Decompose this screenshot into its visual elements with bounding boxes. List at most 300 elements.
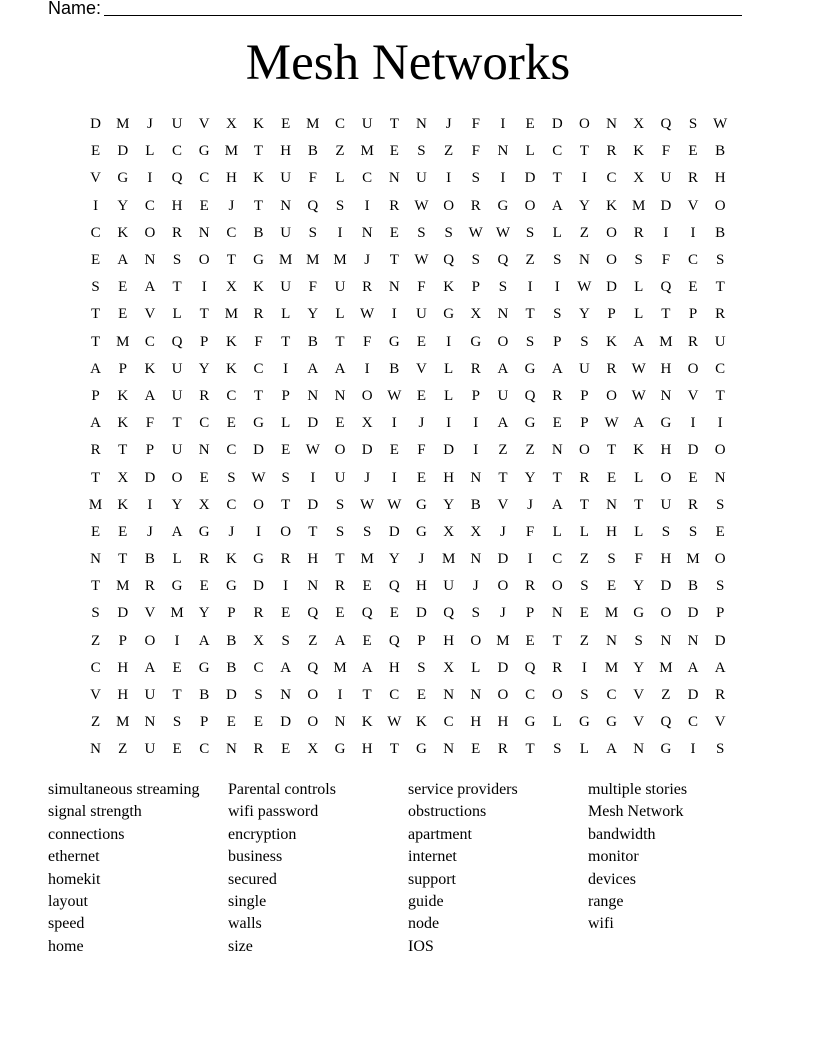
grid-letter: K: [253, 170, 264, 187]
grid-letter: B: [226, 632, 237, 649]
grid-letter: O: [171, 469, 183, 486]
word-bank-item: IOS: [408, 937, 434, 955]
grid-letter: D: [144, 469, 156, 486]
grid-letter: D: [416, 605, 427, 622]
grid-letter: G: [470, 333, 482, 350]
grid-letter: X: [117, 469, 129, 486]
grid-letter: T: [172, 279, 182, 296]
grid-letter: C: [552, 143, 563, 160]
grid-letter: N: [225, 741, 237, 758]
grid-letter: J: [500, 605, 506, 622]
grid-letter: Z: [90, 632, 101, 649]
grid-letter: C: [199, 415, 210, 432]
grid-letter: E: [118, 306, 128, 323]
grid-letter: B: [688, 578, 699, 595]
grid-letter: O: [578, 442, 590, 459]
grid-letter: D: [714, 632, 726, 649]
grid-letter: S: [525, 224, 535, 241]
grid-letter: G: [253, 252, 264, 269]
grid-letter: L: [281, 306, 291, 323]
grid-letter: L: [471, 659, 481, 676]
grid-letter: R: [253, 741, 264, 758]
grid-letter: X: [633, 170, 645, 187]
grid-letter: X: [443, 523, 455, 540]
grid-letter: S: [335, 523, 345, 540]
grid-letter: E: [172, 741, 182, 758]
grid-letter: A: [334, 360, 346, 377]
grid-letter: A: [144, 659, 156, 676]
grid-letter: E: [389, 224, 399, 241]
grid-letter: A: [198, 632, 210, 649]
grid-letter: A: [497, 360, 509, 377]
word-bank-item: signal strength: [48, 803, 142, 821]
grid-letter: I: [690, 415, 696, 432]
grid-letter: H: [388, 659, 400, 676]
grid-letter: E: [389, 605, 399, 622]
grid-letter: E: [335, 415, 345, 432]
grid-letter: M: [604, 605, 619, 622]
grid-letter: Z: [525, 442, 535, 459]
word-bank-item: secured: [228, 870, 277, 888]
grid-letter: R: [688, 170, 699, 187]
grid-letter: W: [468, 224, 483, 241]
grid-letter: T: [335, 551, 345, 568]
grid-letter: I: [473, 415, 479, 432]
grid-letter: M: [604, 659, 619, 676]
grid-letter: N: [90, 551, 101, 568]
grid-letter: Q: [660, 714, 672, 731]
grid-letter: T: [606, 442, 617, 459]
grid-letter: N: [578, 252, 590, 269]
grid-letter: K: [361, 714, 373, 731]
grid-letter: Y: [171, 496, 183, 513]
grid-letter: I: [147, 170, 153, 187]
grid-letter: C: [362, 170, 373, 187]
grid-letter: L: [634, 279, 644, 296]
grid-letter: I: [337, 687, 343, 704]
grid-letter: Q: [660, 116, 672, 133]
grid-letter: U: [361, 116, 373, 133]
grid-letter: T: [172, 687, 182, 704]
word-bank-item: devices: [588, 870, 636, 888]
grid-letter: D: [90, 116, 101, 133]
grid-letter: Z: [444, 143, 454, 160]
grid-letter: S: [498, 279, 508, 296]
grid-letter: R: [253, 605, 264, 622]
grid-letter: R: [470, 360, 481, 377]
grid-letter: O: [660, 605, 672, 622]
grid-letter: X: [470, 523, 482, 540]
grid-letter: V: [497, 496, 509, 513]
grid-letter: S: [444, 224, 453, 241]
grid-letter: L: [634, 469, 644, 486]
grid-letter: K: [117, 387, 129, 404]
grid-letter: D: [307, 415, 319, 432]
grid-letter: D: [361, 442, 373, 459]
grid-letter: E: [281, 741, 291, 758]
grid-letter: D: [497, 551, 509, 568]
grid-letter: S: [471, 170, 480, 187]
grid-letter: J: [228, 523, 235, 540]
grid-letter: S: [580, 687, 589, 704]
grid-letter: S: [634, 252, 643, 269]
grid-letter: H: [225, 170, 237, 187]
grid-letter: M: [496, 632, 510, 649]
grid-letter: O: [144, 224, 156, 241]
grid-letter: O: [714, 442, 726, 459]
grid-letter: E: [471, 741, 481, 758]
grid-letter: H: [117, 659, 129, 676]
grid-letter: O: [334, 442, 346, 459]
grid-letter: T: [226, 252, 236, 269]
grid-letter: T: [525, 741, 535, 758]
grid-letter: S: [634, 632, 643, 649]
grid-letter: S: [525, 333, 535, 350]
grid-letter: M: [441, 551, 456, 568]
grid-letter: R: [497, 741, 508, 758]
grid-letter: C: [199, 170, 210, 187]
grid-letter: Z: [118, 741, 128, 758]
grid-letter: V: [633, 687, 645, 704]
grid-row: [82, 573, 734, 600]
grid-row: [82, 546, 734, 573]
grid-letter: R: [715, 306, 726, 323]
grid-letter: I: [690, 224, 696, 241]
grid-letter: S: [362, 523, 372, 540]
grid-letter: G: [633, 605, 645, 622]
grid-letter: B: [715, 224, 726, 241]
grid-letter: P: [417, 632, 426, 649]
word-bank-item: node: [408, 915, 440, 933]
grid-letter: S: [580, 333, 589, 350]
grid-letter: U: [280, 170, 292, 187]
grid-letter: I: [147, 496, 153, 513]
word-bank-item: monitor: [588, 848, 639, 866]
grid-letter: B: [715, 143, 726, 160]
word-search-grid: [82, 111, 734, 764]
grid-letter: G: [334, 741, 346, 758]
grid-letter: X: [443, 659, 455, 676]
grid-letter: S: [553, 306, 562, 323]
grid-letter: V: [144, 306, 156, 323]
grid-letter: H: [443, 632, 455, 649]
grid-letter: P: [91, 387, 100, 404]
grid-letter: N: [198, 224, 210, 241]
grid-letter: A: [90, 360, 101, 377]
grid-letter: H: [606, 523, 617, 540]
grid-letter: D: [225, 687, 237, 704]
grid-letter: I: [554, 279, 560, 296]
grid-letter: H: [660, 551, 672, 568]
grid-letter: T: [253, 387, 264, 404]
word-bank-item: support: [408, 870, 456, 888]
grid-letter: N: [497, 306, 509, 323]
grid-letter: T: [90, 333, 101, 350]
grid-letter: C: [606, 170, 617, 187]
grid-letter: R: [253, 306, 264, 323]
grid-letter: R: [199, 387, 210, 404]
grid-row: [82, 628, 734, 655]
grid-letter: G: [198, 659, 210, 676]
grid-letter: A: [497, 415, 509, 432]
grid-letter: C: [199, 741, 210, 758]
grid-letter: N: [144, 714, 156, 731]
grid-letter: I: [446, 170, 452, 187]
grid-letter: W: [631, 387, 646, 404]
grid-letter: Q: [388, 632, 400, 649]
grid-letter: B: [307, 333, 318, 350]
grid-letter: E: [226, 415, 236, 432]
grid-letter: C: [525, 687, 536, 704]
grid-letter: N: [90, 741, 101, 758]
word-bank-item: internet: [408, 848, 457, 866]
grid-letter: I: [364, 360, 370, 377]
grid-letter: C: [90, 659, 101, 676]
grid-letter: K: [416, 714, 427, 731]
grid-letter: P: [118, 360, 127, 377]
grid-letter: Q: [497, 252, 509, 269]
grid-letter: T: [118, 442, 128, 459]
grid-letter: V: [687, 387, 699, 404]
grid-row: [82, 437, 734, 464]
word-bank-item: guide: [408, 892, 444, 910]
grid-letter: R: [552, 387, 563, 404]
grid-letter: J: [146, 523, 153, 540]
grid-letter: N: [307, 578, 319, 595]
grid-letter: B: [144, 551, 155, 568]
grid-row: [82, 736, 734, 763]
grid-letter: Q: [307, 659, 319, 676]
grid-letter: D: [388, 523, 400, 540]
grid-letter: Z: [498, 442, 508, 459]
grid-letter: V: [90, 170, 101, 187]
grid-letter: S: [91, 279, 100, 296]
grid-letter: M: [333, 659, 347, 676]
grid-letter: U: [171, 387, 183, 404]
grid-letter: U: [171, 116, 183, 133]
grid-letter: Q: [361, 605, 373, 622]
grid-letter: F: [308, 170, 317, 187]
grid-letter: D: [253, 578, 264, 595]
grid-letter: D: [307, 496, 319, 513]
grid-letter: K: [633, 143, 645, 160]
grid-letter: O: [307, 687, 319, 704]
grid-letter: K: [253, 279, 264, 296]
grid-row: [82, 600, 734, 627]
grid-letter: M: [306, 116, 320, 133]
grid-letter: P: [716, 605, 725, 622]
grid-letter: T: [362, 687, 372, 704]
grid-letter: O: [253, 496, 264, 513]
grid-letter: I: [581, 659, 587, 676]
grid-letter: A: [551, 360, 563, 377]
grid-letter: H: [280, 143, 292, 160]
grid-letter: I: [283, 360, 289, 377]
word-bank-item: walls: [228, 915, 262, 933]
grid-letter: D: [606, 279, 617, 296]
grid-row: [82, 655, 734, 682]
grid-letter: L: [444, 387, 454, 404]
grid-letter: L: [444, 360, 454, 377]
grid-letter: T: [389, 741, 399, 758]
grid-letter: I: [473, 442, 479, 459]
grid-letter: D: [117, 143, 129, 160]
grid-letter: C: [389, 687, 400, 704]
grid-letter: E: [90, 143, 101, 160]
grid-letter: U: [334, 279, 346, 296]
grid-letter: X: [253, 632, 264, 649]
grid-letter: Z: [335, 143, 345, 160]
grid-letter: N: [660, 387, 672, 404]
grid-letter: U: [578, 360, 590, 377]
grid-letter: O: [144, 632, 156, 649]
grid-letter: L: [525, 143, 535, 160]
grid-letter: G: [416, 523, 427, 540]
grid-letter: Z: [579, 224, 589, 241]
grid-letter: C: [715, 360, 726, 377]
grid-letter: S: [716, 252, 725, 269]
grid-letter: J: [500, 523, 506, 540]
grid-letter: S: [471, 605, 480, 622]
grid-letter: W: [360, 306, 375, 323]
grid-letter: L: [145, 143, 155, 160]
grid-letter: O: [307, 714, 319, 731]
grid-letter: M: [333, 252, 347, 269]
grid-letter: H: [361, 741, 373, 758]
grid-letter: O: [687, 360, 699, 377]
grid-letter: B: [470, 496, 481, 513]
grid-letter: G: [117, 170, 129, 187]
grid-letter: T: [90, 306, 101, 323]
grid-letter: G: [225, 578, 237, 595]
grid-letter: E: [606, 578, 617, 595]
grid-letter: P: [227, 605, 236, 622]
grid-letter: S: [553, 741, 562, 758]
grid-letter: E: [362, 632, 372, 649]
grid-letter: A: [90, 415, 101, 432]
grid-letter: O: [524, 197, 536, 214]
grid-letter: E: [688, 143, 698, 160]
grid-letter: M: [306, 252, 320, 269]
grid-letter: G: [660, 741, 672, 758]
grid-letter: N: [280, 197, 292, 214]
grid-letter: A: [606, 741, 617, 758]
grid-letter: G: [660, 415, 672, 432]
grid-letter: Y: [198, 605, 210, 622]
grid-row: [82, 247, 734, 274]
grid-letter: F: [417, 442, 426, 459]
grid-letter: A: [633, 333, 645, 350]
grid-letter: T: [525, 306, 535, 323]
grid-letter: E: [281, 116, 291, 133]
grid-letter: T: [90, 469, 101, 486]
grid-letter: Y: [117, 197, 129, 214]
grid-letter: S: [172, 714, 182, 731]
grid-letter: N: [416, 116, 427, 133]
grid-letter: A: [280, 659, 292, 676]
grid-letter: C: [606, 687, 617, 704]
grid-letter: W: [414, 197, 429, 214]
grid-letter: M: [224, 143, 239, 160]
grid-letter: W: [631, 360, 646, 377]
grid-letter: T: [335, 333, 345, 350]
grid-letter: G: [497, 197, 509, 214]
grid-row: [82, 301, 734, 328]
grid-letter: H: [443, 469, 455, 486]
grid-letter: Z: [661, 687, 671, 704]
grid-letter: R: [172, 224, 183, 241]
grid-letter: Z: [579, 551, 589, 568]
grid-letter: W: [713, 116, 728, 133]
grid-letter: K: [443, 279, 455, 296]
grid-letter: Y: [633, 659, 645, 676]
grid-letter: R: [199, 551, 210, 568]
grid-letter: D: [117, 605, 129, 622]
grid-letter: I: [500, 116, 506, 133]
grid-letter: M: [279, 252, 293, 269]
word-bank-item: range: [588, 892, 624, 910]
grid-letter: S: [417, 143, 426, 160]
word-bank-item: ethernet: [48, 848, 100, 866]
grid-letter: U: [171, 360, 183, 377]
grid-letter: D: [551, 116, 563, 133]
grid-letter: N: [361, 224, 373, 241]
grid-row: [82, 111, 734, 138]
grid-letter: J: [472, 578, 479, 595]
grid-letter: S: [417, 224, 426, 241]
grid-letter: I: [93, 197, 99, 214]
grid-letter: K: [633, 442, 645, 459]
grid-letter: O: [660, 469, 672, 486]
grid-row: [82, 193, 734, 220]
grid-letter: J: [228, 197, 235, 214]
grid-letter: Y: [443, 496, 455, 513]
grid-letter: E: [362, 578, 372, 595]
grid-letter: N: [470, 687, 482, 704]
grid-letter: N: [470, 551, 482, 568]
grid-letter: E: [552, 415, 562, 432]
grid-letter: A: [117, 252, 129, 269]
grid-letter: G: [253, 415, 264, 432]
word-bank-item: business: [228, 848, 283, 866]
grid-letter: G: [388, 333, 400, 350]
grid-row: [82, 492, 734, 519]
grid-letter: H: [117, 687, 129, 704]
word-bank-item: apartment: [408, 825, 472, 843]
grid-letter: M: [170, 605, 184, 622]
word-bank-item: layout: [48, 892, 88, 910]
grid-letter: Y: [524, 469, 536, 486]
grid-letter: I: [283, 578, 289, 595]
grid-letter: U: [334, 469, 346, 486]
grid-letter: T: [389, 252, 399, 269]
grid-letter: I: [201, 279, 207, 296]
grid-letter: T: [281, 496, 291, 513]
grid-letter: P: [471, 279, 480, 296]
grid-letter: K: [606, 333, 617, 350]
grid-letter: R: [90, 442, 101, 459]
grid-letter: H: [497, 714, 509, 731]
grid-letter: F: [661, 252, 671, 269]
grid-letter: M: [632, 197, 646, 214]
grid-letter: G: [198, 143, 210, 160]
grid-letter: F: [362, 333, 372, 350]
grid-letter: U: [144, 687, 156, 704]
grid-letter: H: [470, 714, 482, 731]
word-bank-item: size: [228, 937, 253, 955]
grid-letter: S: [281, 632, 290, 649]
grid-letter: T: [308, 523, 318, 540]
